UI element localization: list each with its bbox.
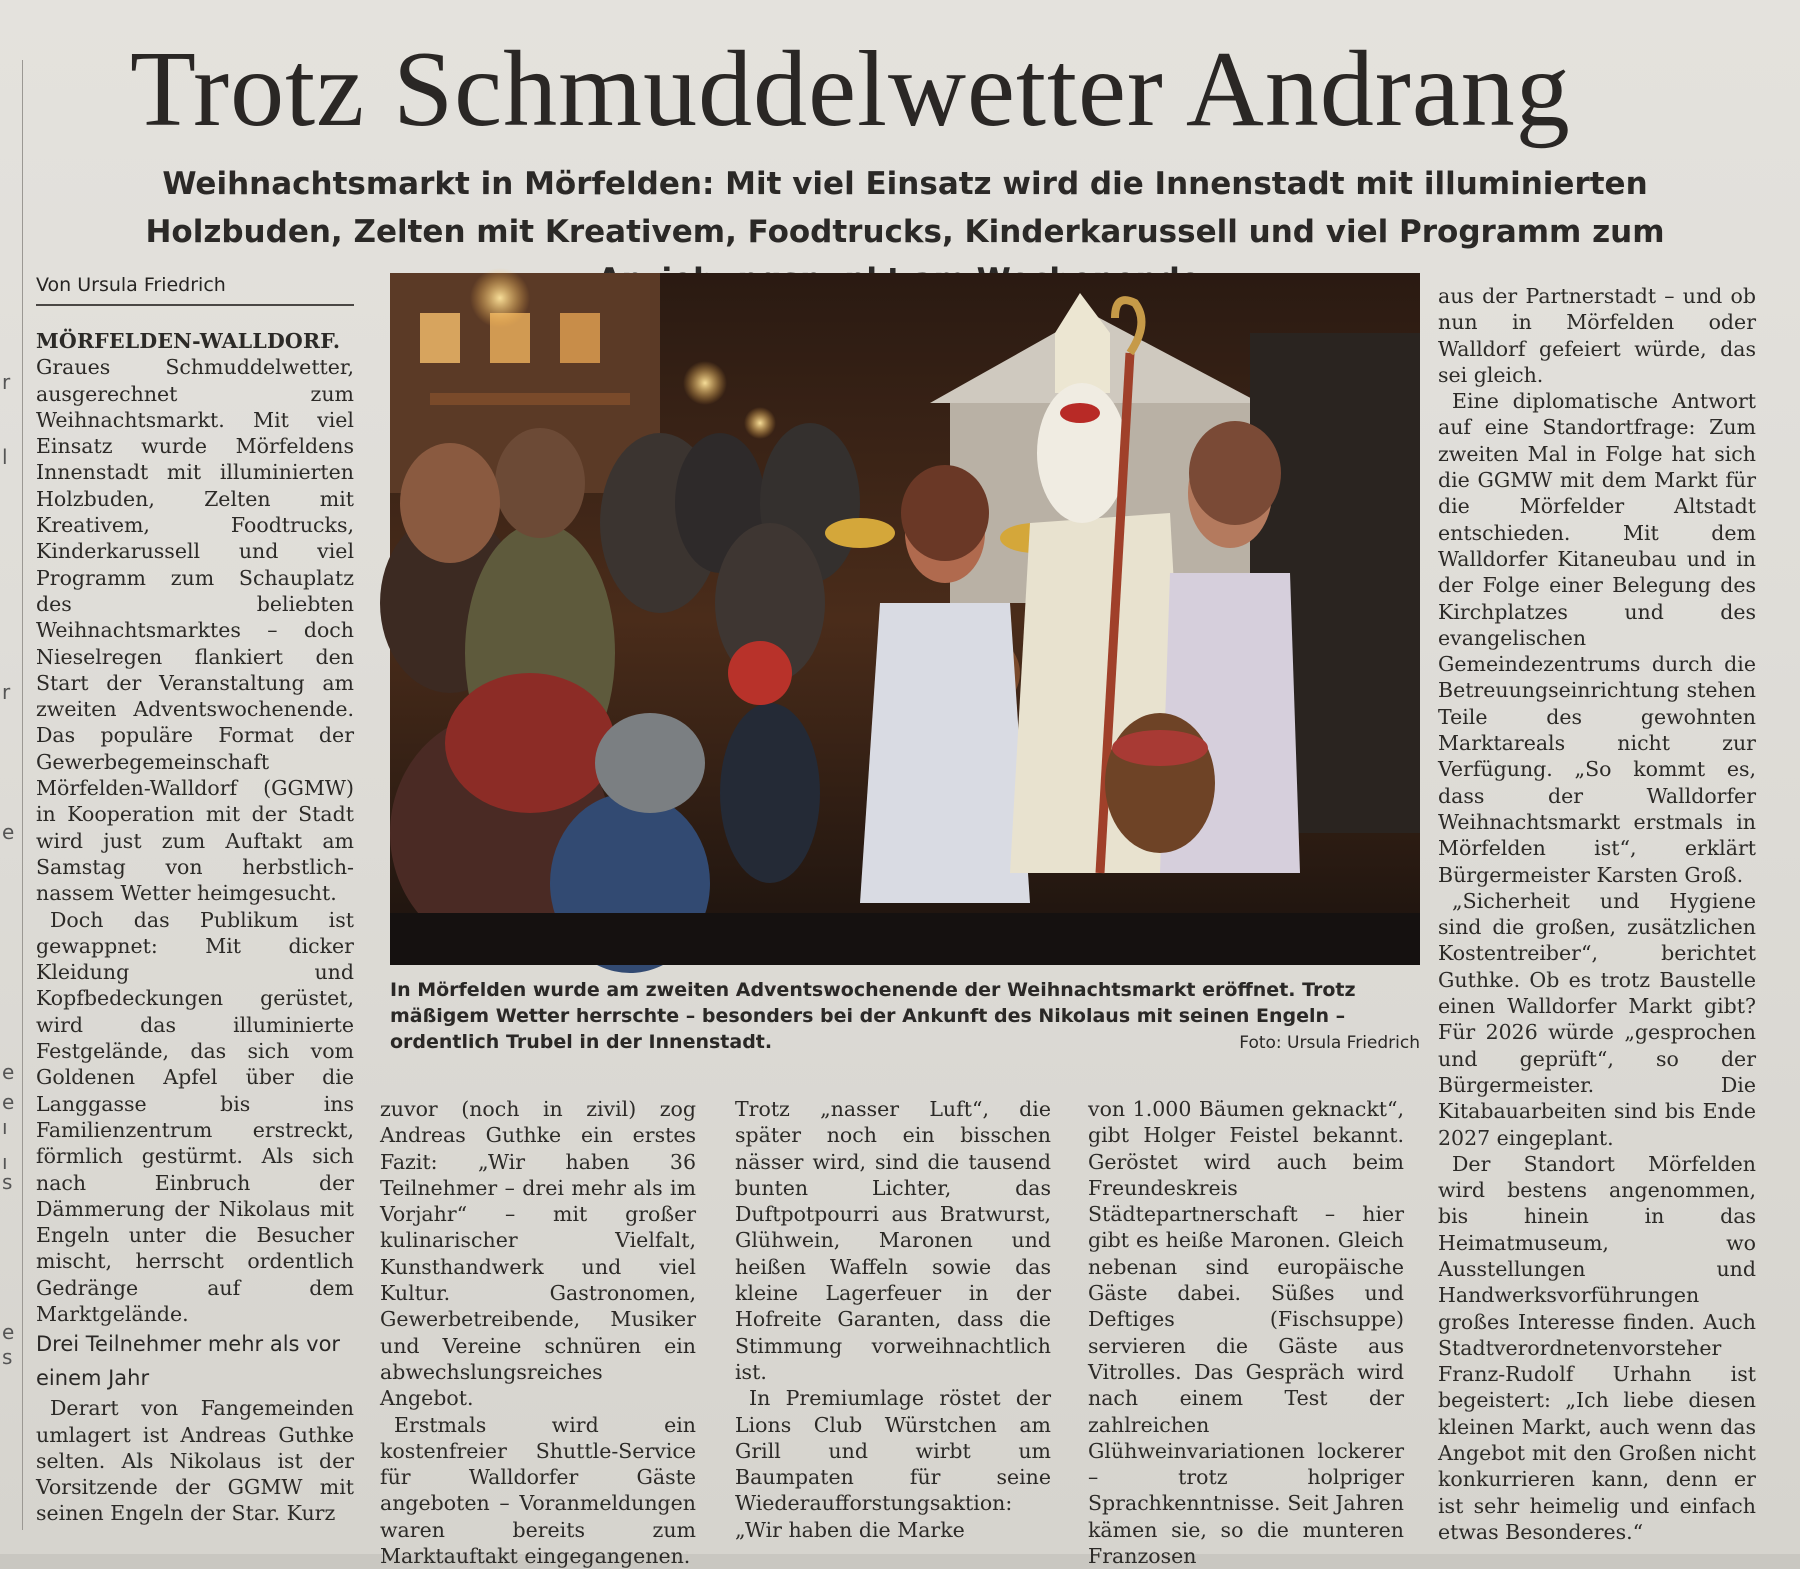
text-column-2 bbox=[380, 1096, 696, 1569]
text-fragment: s bbox=[2, 1345, 13, 1369]
dateline: MÖRFELDEN-WALLDORF. bbox=[36, 329, 341, 353]
subhead: Drei Teilnehmer mehr als vor einem Jahr bbox=[36, 1332, 341, 1391]
text-column-5 bbox=[1438, 283, 1756, 1545]
text-fragment: l bbox=[2, 445, 8, 469]
headline: Trotz Schmuddelwetter Andrang bbox=[130, 30, 1571, 149]
text-fragment: e bbox=[2, 820, 15, 844]
paragraph: Trotz „nasser Luft“, die später noch ein bisschen nässer wird, sind die tausend bunten Lichter, das Duftpotpourri aus Bratwurst, Glühwein, Maronen und heißen Waffeln sowie das kleine Lagerfeuer in der Hofreite Garanten, dass die Stimmung vorweihnachtlich ist. bbox=[735, 1097, 1051, 1384]
paragraph: Eine diplomatische Antwort auf eine Standortfrage: Zum zweiten Mal in Folge hat sich die GGMW mit dem Markt für die Mörfelder Altstadt entschieden. Mit dem Walldorfer Kitaneubau und in der Folge einer Belegung des Kirchplatzes und des evangelischen Gemeindezentrums durch die Betreuungseinrichtung stehen Teile des gewohnten Marktareals nicht zur Verfügung. „So kommt es, dass der Walldorfer Weihnachtsmarkt erstmals in Mörfelden ist“, erklärt Bürgermeister Karsten Groß. bbox=[1438, 389, 1756, 887]
paragraph: In Premiumlage röstet der Lions Club Würstchen am Grill und wirbt um Baumpaten für seine Wiederaufforstungsaktion: „Wir haben die Marke bbox=[735, 1386, 1051, 1542]
text-fragment: e bbox=[2, 1090, 15, 1114]
text-fragment: e bbox=[2, 1060, 15, 1084]
paragraph: Derart von Fangemeinden umlagert ist Andreas Guthke selten. Als Nikolaus ist der Vorsitzende der GGMW mit seinen Engeln der Star. Kurz bbox=[36, 1396, 354, 1526]
column-rule bbox=[22, 60, 23, 1530]
byline: Von Ursula Friedrich bbox=[36, 274, 354, 306]
text-column-3 bbox=[735, 1096, 1051, 1543]
photo-credit: Foto: Ursula Friedrich bbox=[1239, 1033, 1420, 1053]
subheadline: Weihnachtsmarkt in Mörfelden: Mit viel Einsatz wird die Innenstadt mit illuminierten Holzbuden, Zelten mit Kreativem, Foodtrucks, Kinderkarussell und viel Programm zum bbox=[145, 166, 1665, 250]
paragraph bbox=[36, 328, 354, 907]
text-fragment: ı bbox=[2, 1115, 8, 1139]
photo-caption: In Mörfelden wurde am zweiten Adventswochenende der Weihnachtsmarkt eröffnet. Trotz mäßigem Wetter herrschte – besonders bei der Ankunft des Nikolaus mit seinen Engeln – ordentlich Trubel in der Innenstadt. bbox=[390, 979, 1356, 1053]
paragraph-text: Graues Schmuddelwetter, ausgerechnet zum Weihnachtsmarkt. Mit viel Einsatz wurde Mörfeldens Innenstadt mit illuminierten Holzbuden, Zelten mit Kreativem, Foodtrucks, Kinderkarussell und viel Programm zum Schauplatz des beliebten Weihnachtsmarktes – doch Nieselregen flankiert den Start der Veranstaltung am zweiten Adventswochenende. Das populäre Format der Gewerbegemeinschaft Mörfelden-Walldorf (GGMW) in Kooperation mit der Stadt wird just zum Auftakt am Samstag von herbstlich-nassem Wetter heimgesucht. bbox=[36, 355, 354, 906]
text-fragment: e bbox=[2, 1320, 15, 1344]
text-column-4 bbox=[1088, 1096, 1404, 1569]
paragraph: zuvor (noch in zivil) zog Andreas Guthke ein erstes Fazit: „Wir haben 36 Teilnehmer – drei mehr als im Vorjahr“ – mit großer kulinarischer Vielfalt, Kunsthandwerk und viel Kultur. Gastronomen, Gewerbetreibende, Musiker und Vereine schnüren ein abwechslungsreiches Angebot. bbox=[380, 1097, 696, 1411]
adjacent-article-fragments bbox=[0, 300, 14, 1500]
text-fragment: r bbox=[2, 370, 11, 394]
text-fragment: ı bbox=[2, 1150, 8, 1174]
paragraph: „Sicherheit und Hygiene sind die großen, zusätzlichen Kostentreiber“, berichtet Guthke. Ob es trotz Baustelle einen Walldorfer Markt gibt? Für 2026 würde „gesprochen und geprüft“, so der Bürgermeister. Die Kitabauarbeiten sind bis Ende 2027 eingeplant. bbox=[1438, 888, 1756, 1150]
paragraph: aus der Partnerstadt – und ob nun in Mörfelden oder Walldorf gefeiert würde, das sei gleich. bbox=[1438, 284, 1756, 387]
paragraph: von 1.000 Bäumen geknackt“, gibt Holger Feistel bekannt. Geröstet wird auch beim Freundeskreis Städtepartnerschaft – hier gibt es heiße Maronen. Gleich nebenan sind europäische Gäste dabei. Süßes und Deftiges (Fischsuppe) servieren die Gäste aus Vitrolles. Das Gespräch wird nach einem Test der zahlreichen Glühweinvariationen lockerer – trotz holpriger Sprachkenntnisse. Seit Jahren kämen sie, so die munteren Franzosen bbox=[1088, 1097, 1404, 1569]
text-column-1 bbox=[36, 328, 354, 1527]
paragraph: Der Standort Mörfelden wird bestens angenommen, bis hinein in das Heimatmuseum, wo Ausstellungen und Handwerksvorführungen großes Interesse finden. Auch Stadtverordnetenvorsteher Franz-Rudolf Urhahn ist begeistert: „Ich liebe diesen kleinen Markt, auch wenn das Angebot mit den Großen nicht konkurrieren kann, denn er ist sehr heimelig und einfach etwas Besonderes.“ bbox=[1438, 1151, 1756, 1544]
paragraph: Erstmals wird ein kostenfreier Shuttle-Service für Walldorfer Gäste angeboten – Voranmeldungen waren bereits zum Marktauftakt eingegangenen. bbox=[380, 1412, 696, 1569]
christmas-market-photo bbox=[390, 273, 1420, 965]
paragraph: Doch das Publikum ist gewappnet: Mit dicker Kleidung und Kopfbedeckungen gerüstet, wird das illuminierte Festgelände, das sich vom Goldenen Apfel über die Langgasse bis ins Familienzentrum erstreckt, förmlich gestürmt. Als sich nach Einbruch der Dämmerung der Nikolaus mit Engeln unter die Besucher mischt, herrscht ordentlich Gedränge auf dem Marktgelände. bbox=[36, 907, 354, 1326]
text-fragment: s bbox=[2, 1170, 13, 1194]
text-fragment: r bbox=[2, 680, 11, 704]
